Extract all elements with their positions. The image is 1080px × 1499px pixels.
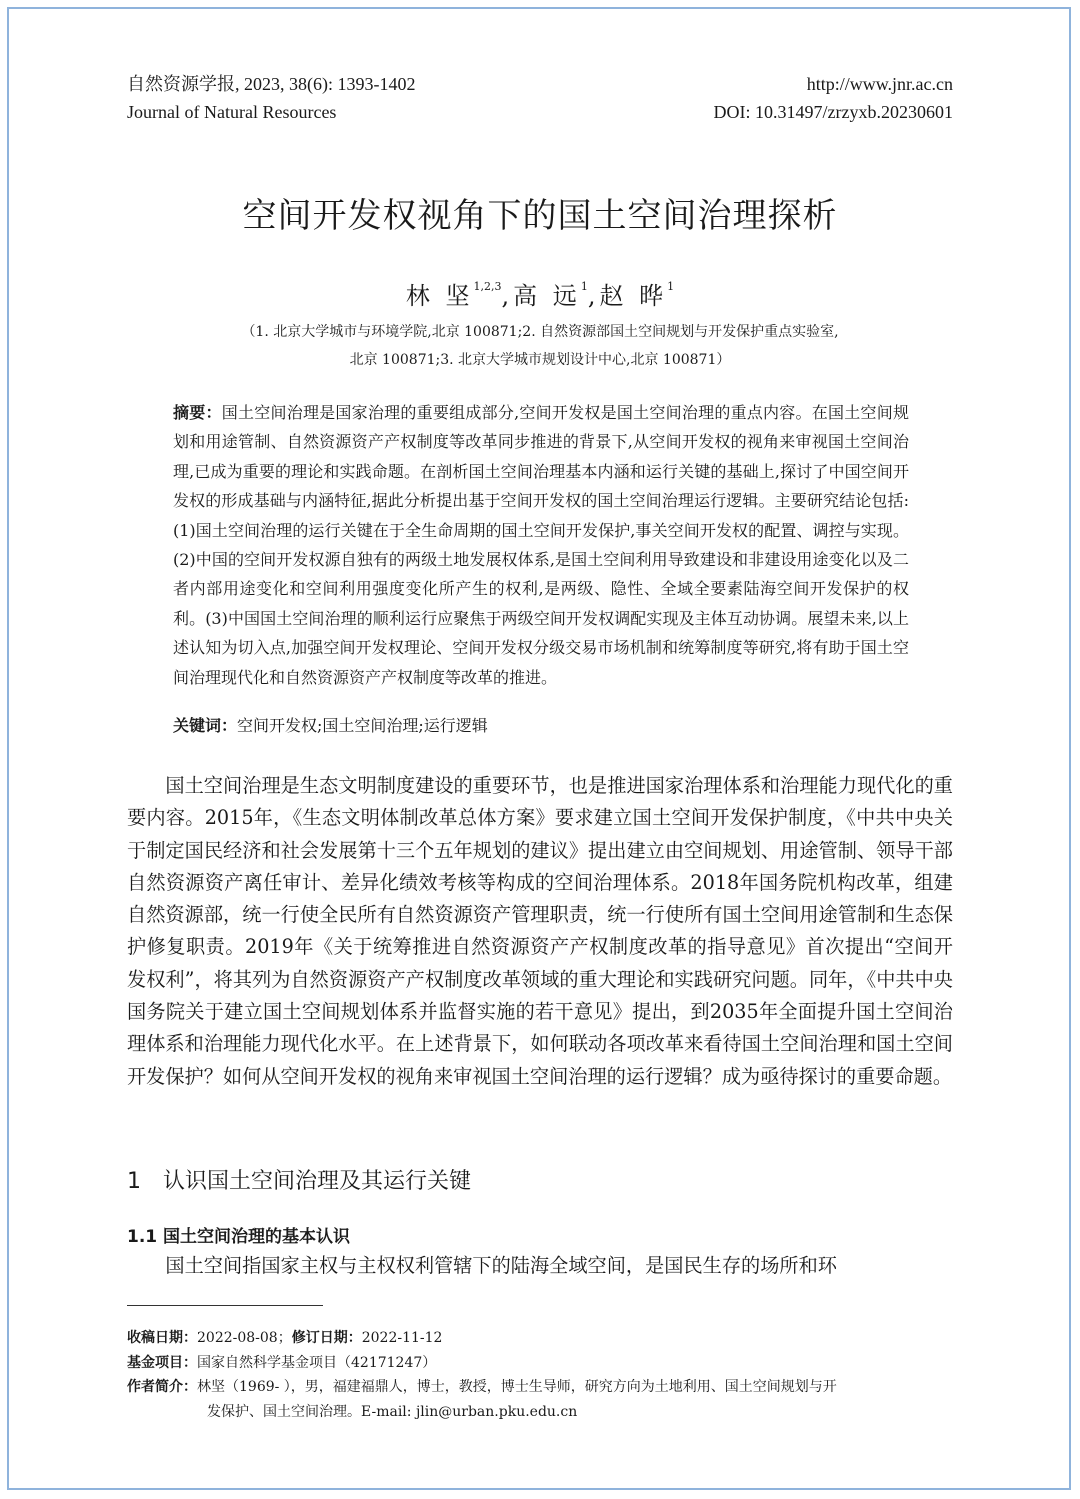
journal-url[interactable]: http://www.jnr.ac.cn	[806, 74, 953, 94]
journal-citation: 自然资源学报, 2023, 38(6): 1393-1402	[127, 74, 416, 94]
fund-line: 基金项目：国家自然科学基金项目（42171247）	[127, 1354, 437, 1371]
keywords-text: 空间开发权;国土空间治理;运行逻辑	[237, 716, 488, 735]
affiliations	[0, 318, 1080, 374]
doi[interactable]: DOI: 10.31497/zrzyxb.20230601	[713, 102, 953, 122]
abstract-label: 摘要：	[173, 403, 222, 422]
abstract	[173, 398, 909, 692]
affiliation-line: （1. 北京大学城市与环境学院,北京 100871;2. 自然资源部国土空间规划与开发保护重点实验室,	[241, 324, 839, 340]
footnotes	[127, 1326, 953, 1424]
dates-line: 收稿日期：2022-08-08；修订日期：2022-11-12	[127, 1330, 443, 1346]
affiliation-line: 北京 100871;3. 北京大学城市规划设计中心,北京 100871）	[349, 352, 731, 368]
keywords	[173, 712, 909, 740]
abstract-text: 国土空间治理是国家治理的重要组成部分,空间开发权是国土空间治理的重点内容。在国土空间规划和用途管制、自然资源资产产权制度等改革同步推进的背景下,从空间开发权的视角来审视国土空间治理,已成为重要的理论和实践命题。在剖析国土空间治理基本内涵和运行关键的基础上,探讨了中国空间开发权的形成基础与内涵特征,据此分析提出基于空间开发权的国土空间治理运行逻辑。主要研究结论包括:(1)国土空间治理的运行关键在于全生命周期的国土空间开发保护,事关空间开发权的配置、调控与实现。(2)中国的空间开发权源自独有的两级土地发展权体系,是国土空间利用导致建设和非建设用途变化以及二者内部用途变化和空间利用强度变化所产生的权利,是两级、隐性、全域全要素陆海空间开发保护的权利。(3)中国国土空间治理的顺利运行应聚焦于两级空间开发权调配实现及主体互动协调。展望未来,以上述认知为切入点,加强空间开发权理论、空间开发权分级交易市场机制和统筹制度等研究,将有助于国土空间治理现代化和自然资源资产产权制度等改革的推进。	[173, 403, 909, 687]
paper-title: 空间开发权视角下的国土空间治理探析	[242, 196, 838, 236]
author-list: 林 坚$^{1,2,3}$,高 远$^1$,赵 晔$^1$	[405, 280, 675, 310]
journal-name-en: Journal of Natural Resources	[127, 102, 337, 122]
author-affil-sup: 1,2,3	[473, 280, 502, 293]
author-bio-line: 作者简介：林坚（1969- ），男，福建福鼎人，博士，教授，博士生导师，研究方向为土地利用、国土空间规划与开	[127, 1379, 837, 1395]
keywords-label: 关键词：	[173, 716, 238, 735]
subsection-paragraph: 国土空间指国家主权与主权权利管辖下的陆海全域空间，是国民生存的场所和环	[165, 1254, 837, 1277]
section-heading: 1 认识国土空间治理及其运行关键	[127, 1169, 471, 1194]
author-name: 高 远	[513, 282, 581, 310]
author-affil-sup: 1	[580, 280, 588, 293]
intro-paragraph: 国土空间治理是生态文明制度建设的重要环节，也是推进国家治理体系和治理能力现代化的重要内容。2015年，《生态文明体制改革总体方案》要求建立国土空间开发保护制度，《中共中央关于制定国民经济和社会发展第十三个五年规划的建议》提出建立由空间规划、用途管制、领导干部自然资源资产离任审计、差异化绩效考核等构成的空间治理体系。2018年国务院机构改革，组建自然资源部，统一行使全民所有自然资源资产管理职责，统一行使所有国土空间用途管制和生态保护修复职责。2019年《关于统筹推进自然资源资产产权制度改革的指导意见》首次提出“空间开发权利”，将其列为自然资源资产产权制度改革领域的重大理论和实践研究问题。同年，《中共中央 国务院关于建立国土空间规划体系并监督实施的若干意见》提出，到2035年全面提升国土空间治理体系和治理能力现代化水平。在上述背景下，如何联动各项改革来看待国土空间治理和国土空间开发保护？如何从空间开发权的视角来审视国土空间治理的运行逻辑？成为亟待探讨的重要命题。	[127, 774, 953, 1088]
author-affil-sup: 1	[667, 280, 675, 293]
author-name: 林 坚	[405, 282, 474, 310]
subsection-heading: 1.1 国土空间治理的基本认识	[127, 1227, 351, 1247]
author-bio-line: 发保护、国土空间治理。E-mail: jlin@urban.pku.edu.cn	[207, 1403, 578, 1420]
author-name: 赵 晔	[599, 282, 668, 310]
footnote-divider	[127, 1305, 323, 1306]
